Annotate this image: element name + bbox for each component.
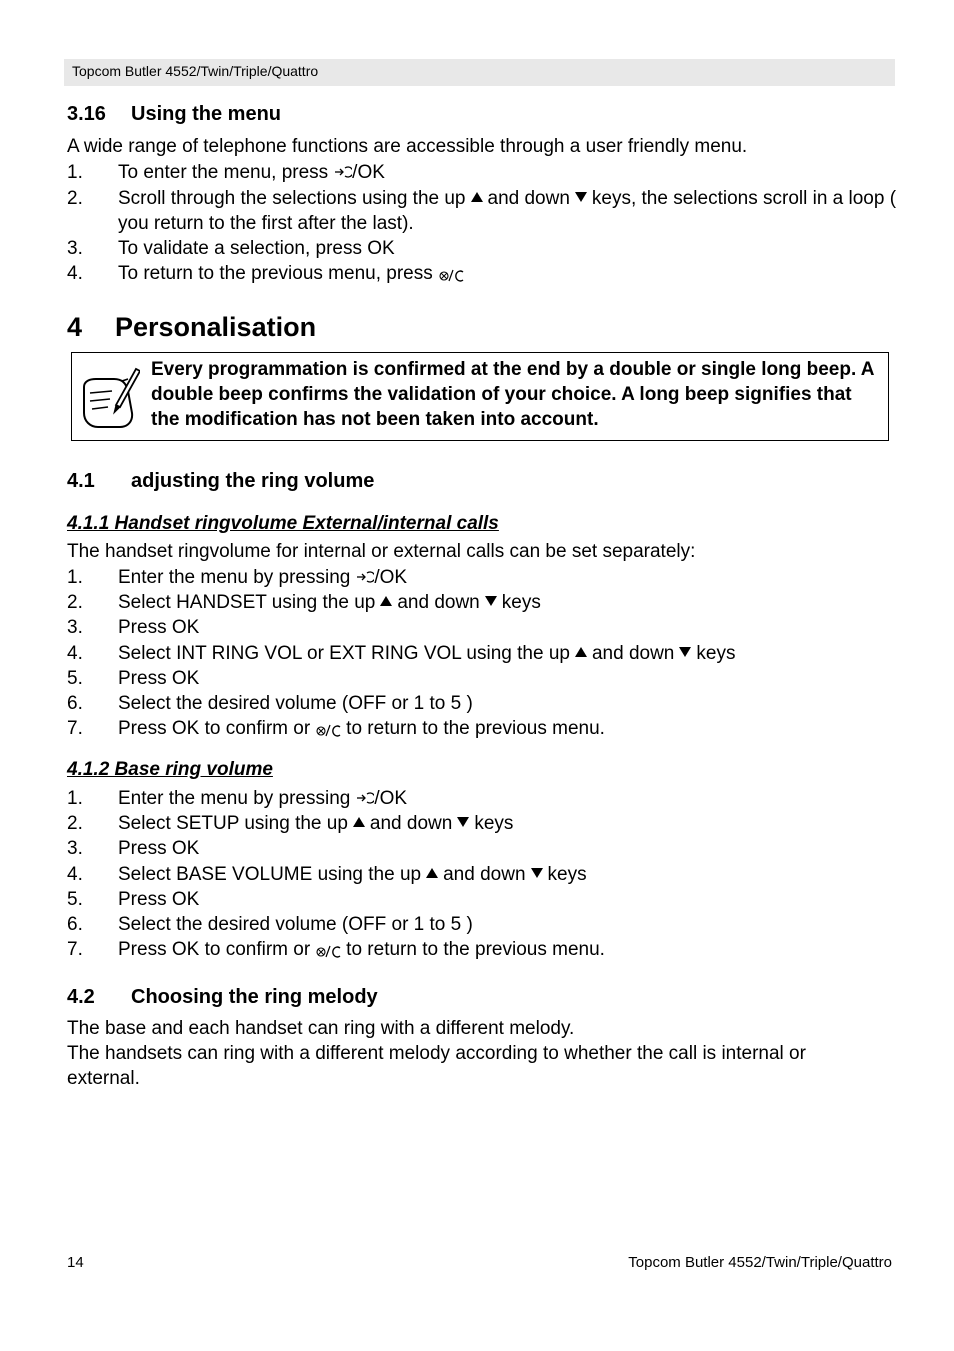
menu-key-icon <box>356 570 374 584</box>
cancel-key-icon <box>439 268 466 282</box>
menu-key-icon <box>356 791 374 805</box>
section-title: adjusting the ring volume <box>131 470 375 492</box>
list-text: To enter the menu, press <box>118 162 329 183</box>
list-item <box>67 615 897 640</box>
chapter-number: 4 <box>67 312 83 342</box>
list-text: and down <box>369 813 453 834</box>
list-text: Press OK <box>118 889 200 910</box>
section-4-1-1-intro: The handset ringvolume for internal or external calls can be set separately: <box>67 541 696 562</box>
list-text: Select the desired volume (OFF or 1 to 5 ) <box>118 914 473 935</box>
menu-key-icon <box>334 165 352 179</box>
section-4-2-heading <box>67 986 378 1009</box>
list-text: and down <box>443 864 526 885</box>
list-text: Press OK <box>118 617 200 638</box>
list-number: 4. <box>67 263 83 284</box>
list-number: 2. <box>67 813 83 834</box>
list-item <box>67 716 897 741</box>
list-number: 3. <box>67 838 83 859</box>
section-4-2-paragraph-1: The base and each handset can ring with a different melody. <box>67 1018 575 1039</box>
list-item <box>67 836 897 861</box>
list-text: Enter the menu by pressing <box>118 788 351 809</box>
section-4-1-heading <box>67 470 374 493</box>
list-number: 1. <box>67 162 83 183</box>
list-number: 2. <box>67 188 83 209</box>
list-text: keys <box>501 592 541 613</box>
list-text: To return to the previous menu, press <box>118 263 433 284</box>
section-4-1-1-heading: 4.1.1 Handset ringvolume External/internal calls <box>67 513 499 534</box>
down-arrow-icon <box>575 192 587 202</box>
list-text: Press OK <box>118 838 200 859</box>
section-3-16-intro: A wide range of telephone functions are accessible through a user friendly menu. <box>67 136 748 157</box>
list-number: 1. <box>67 788 83 809</box>
list-number: 3. <box>67 617 83 638</box>
list-text: Select the desired volume (OFF or 1 to 5 ) <box>118 693 473 714</box>
list-item <box>67 590 897 615</box>
list-item <box>67 261 897 286</box>
list-number: 5. <box>67 668 83 689</box>
section-number: 3.16 <box>67 103 106 125</box>
paragraph-text: The handsets can ring with a different melody according to whether the call is internal or external. <box>67 1043 806 1089</box>
header-title: Topcom Butler 4552/Twin/Triple/Quattro <box>72 63 319 79</box>
section-number: 4.2 <box>67 986 95 1008</box>
list-text: keys <box>547 864 587 885</box>
list-text: and down <box>487 188 570 209</box>
note-pen-icon <box>76 361 140 431</box>
list-text: Select BASE VOLUME using the up <box>118 864 422 885</box>
note-text: Every programmation is confirmed at the end by a double or single long beep. A double beep confirms the validation of your choice. A long beep signifies that the modification has not been taken into account. <box>151 359 874 430</box>
down-arrow-icon <box>531 868 543 878</box>
up-arrow-icon <box>575 647 587 657</box>
list-item <box>67 160 897 185</box>
list-text: keys, the selections scroll in a loop ( you return to the first after the last). <box>118 188 897 234</box>
list-item <box>67 186 897 236</box>
down-arrow-icon <box>457 817 469 827</box>
down-arrow-icon <box>485 596 497 606</box>
down-arrow-icon <box>679 647 691 657</box>
list-text: To validate a selection, press OK <box>118 238 395 259</box>
footer-title: Topcom Butler 4552/Twin/Triple/Quattro <box>628 1254 892 1271</box>
list-item <box>67 862 897 887</box>
up-arrow-icon <box>426 868 438 878</box>
list-number: 4. <box>67 864 83 885</box>
list-number: 4. <box>67 643 83 664</box>
section-title: Choosing the ring melody <box>131 986 378 1008</box>
list-number: 2. <box>67 592 83 613</box>
section-title: Using the menu <box>131 103 282 125</box>
page-number: 14 <box>67 1254 84 1271</box>
up-arrow-icon <box>380 596 392 606</box>
section-4-2-paragraph-2 <box>67 1041 867 1091</box>
page-header <box>64 59 895 86</box>
list-text: /OK <box>374 567 408 588</box>
chapter-title: Personalisation <box>115 312 317 342</box>
list-text: and down <box>591 643 675 664</box>
cancel-key-icon <box>316 723 343 737</box>
list-number: 3. <box>67 238 83 259</box>
cancel-key-icon <box>316 944 343 958</box>
list-text: Enter the menu by pressing <box>118 567 351 588</box>
list-item <box>67 887 897 912</box>
list-item <box>67 236 897 261</box>
list-item <box>67 691 897 716</box>
list-text: /OK <box>352 162 385 183</box>
list-text: /OK <box>374 788 408 809</box>
chapter-4-heading <box>67 312 316 343</box>
list-number: 1. <box>67 567 83 588</box>
list-text: and down <box>397 592 480 613</box>
list-text: Press OK <box>118 668 200 689</box>
list-item <box>67 565 897 590</box>
list-item <box>67 666 897 691</box>
list-text: keys <box>696 643 736 664</box>
list-text: Scroll through the selections using the up <box>118 188 466 209</box>
section-number: 4.1 <box>67 470 95 492</box>
list-text: to return to the previous menu. <box>346 718 605 739</box>
list-text: Press OK to confirm or <box>118 939 311 960</box>
up-arrow-icon <box>471 192 483 202</box>
section-4-1-2-heading: 4.1.2 Base ring volume <box>67 759 273 780</box>
list-number: 6. <box>67 693 83 714</box>
list-text: Select HANDSET using the up <box>118 592 376 613</box>
list-number: 7. <box>67 939 83 960</box>
list-text: Select INT RING VOL or EXT RING VOL using the up <box>118 643 570 664</box>
list-number: 7. <box>67 718 83 739</box>
list-item <box>67 786 897 811</box>
list-number: 6. <box>67 914 83 935</box>
list-text: keys <box>474 813 514 834</box>
list-text: to return to the previous menu. <box>346 939 605 960</box>
list-item <box>67 811 897 836</box>
note-box <box>71 352 889 441</box>
list-text: Press OK to confirm or <box>118 718 311 739</box>
list-text: Select SETUP using the up <box>118 813 348 834</box>
list-number: 5. <box>67 889 83 910</box>
up-arrow-icon <box>353 817 365 827</box>
list-item <box>67 912 897 937</box>
list-item <box>67 641 897 666</box>
list-item <box>67 937 897 962</box>
section-3-16-heading <box>67 103 281 126</box>
